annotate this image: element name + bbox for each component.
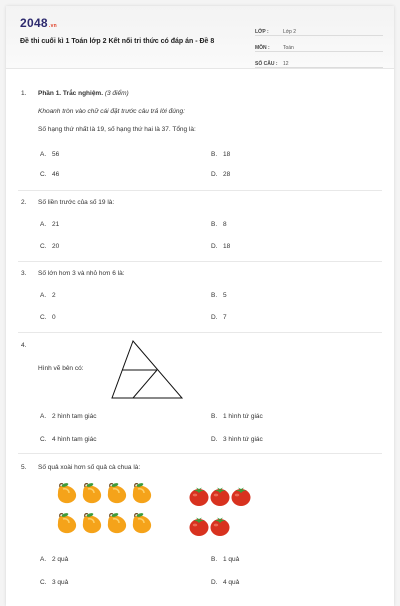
option-d[interactable]: D. 18	[211, 243, 231, 250]
site-logo[interactable]	[20, 16, 57, 30]
question-number: 1.	[21, 90, 27, 97]
option-b[interactable]: B. 5	[211, 292, 227, 299]
option-a[interactable]: A. 2	[40, 292, 56, 299]
option-c[interactable]: C. 3 quả	[40, 579, 69, 586]
exam-title: Đề thi cuối kì 1 Toán lớp 2 Kết nối tri thức có đáp án - Đề 8	[20, 38, 215, 45]
question-text: Hình vẽ bên có:	[38, 365, 84, 372]
question-text: Số liền trước của số 19 là:	[38, 199, 115, 206]
option-d[interactable]: D. 4 quả	[211, 579, 240, 586]
mango-icon	[130, 482, 154, 506]
instruction-text: Khoanh tròn vào chữ cái đặt trước câu trả lời đúng:	[38, 108, 185, 115]
meta-value: Lớp 2	[283, 29, 297, 35]
option-c[interactable]: C. 0	[40, 314, 56, 321]
option-d[interactable]: D. 7	[211, 314, 227, 321]
option-b[interactable]: B. 1 hình tứ giác	[211, 413, 263, 420]
logo-text: 2048	[20, 16, 48, 30]
tomato-icon	[188, 515, 210, 537]
question-number: 4.	[21, 342, 27, 349]
tomato-icon	[230, 485, 252, 507]
tomato-icon	[209, 515, 231, 537]
option-a[interactable]: A. 2 hình tam giác	[40, 413, 97, 420]
question-text: Số hạng thứ nhất là 19, số hạng thứ hai là 37. Tổng là:	[38, 126, 196, 133]
exam-header	[6, 6, 394, 69]
question-number: 3.	[21, 270, 27, 277]
question-number: 2.	[21, 199, 27, 206]
option-a[interactable]: A. 2 quả	[40, 556, 69, 563]
option-d[interactable]: D. 28	[211, 171, 231, 178]
option-b[interactable]: B. 8	[211, 221, 227, 228]
mango-icon	[80, 512, 104, 536]
option-b[interactable]: B. 18	[211, 151, 231, 158]
meta-value: 12	[283, 61, 289, 67]
option-a[interactable]: A. 21	[40, 221, 60, 228]
mango-icon	[55, 482, 79, 506]
logo-suffix: .vn	[48, 23, 58, 29]
meta-value: Toán	[283, 45, 294, 51]
option-c[interactable]: C. 46	[40, 171, 60, 178]
section-points: (3 điểm)	[104, 90, 129, 97]
mango-icon	[105, 482, 129, 506]
option-d[interactable]: D. 3 hình tứ giác	[211, 436, 263, 443]
section-title: Phần 1. Trắc nghiệm.	[38, 90, 104, 97]
meta-subject	[255, 36, 383, 52]
meta-label: MÔN :	[255, 45, 270, 51]
mango-icon	[105, 512, 129, 536]
option-b[interactable]: B. 1 quả	[211, 556, 240, 563]
question-text: Số quả xoài hơn số quả cà chua là:	[38, 464, 141, 471]
meta-label: SỐ CÂU :	[255, 61, 278, 67]
question-text: Số lớn hơn 3 và nhỏ hơn 6 là:	[38, 270, 125, 277]
question-number: 5.	[21, 464, 27, 471]
mango-icon	[80, 482, 104, 506]
option-a[interactable]: A. 56	[40, 151, 60, 158]
tomato-icon	[188, 485, 210, 507]
meta-grade	[255, 20, 383, 36]
fruit-illustration	[6, 69, 394, 549]
option-c[interactable]: C. 4 hình tam giác	[40, 436, 97, 443]
tomato-icon	[209, 485, 231, 507]
mango-icon	[130, 512, 154, 536]
option-c[interactable]: C. 20	[40, 243, 60, 250]
meta-question-count	[255, 52, 383, 68]
exam-meta	[255, 20, 383, 68]
exam-sheet	[6, 6, 394, 606]
meta-label: LỚP :	[255, 29, 269, 35]
mango-icon	[55, 512, 79, 536]
